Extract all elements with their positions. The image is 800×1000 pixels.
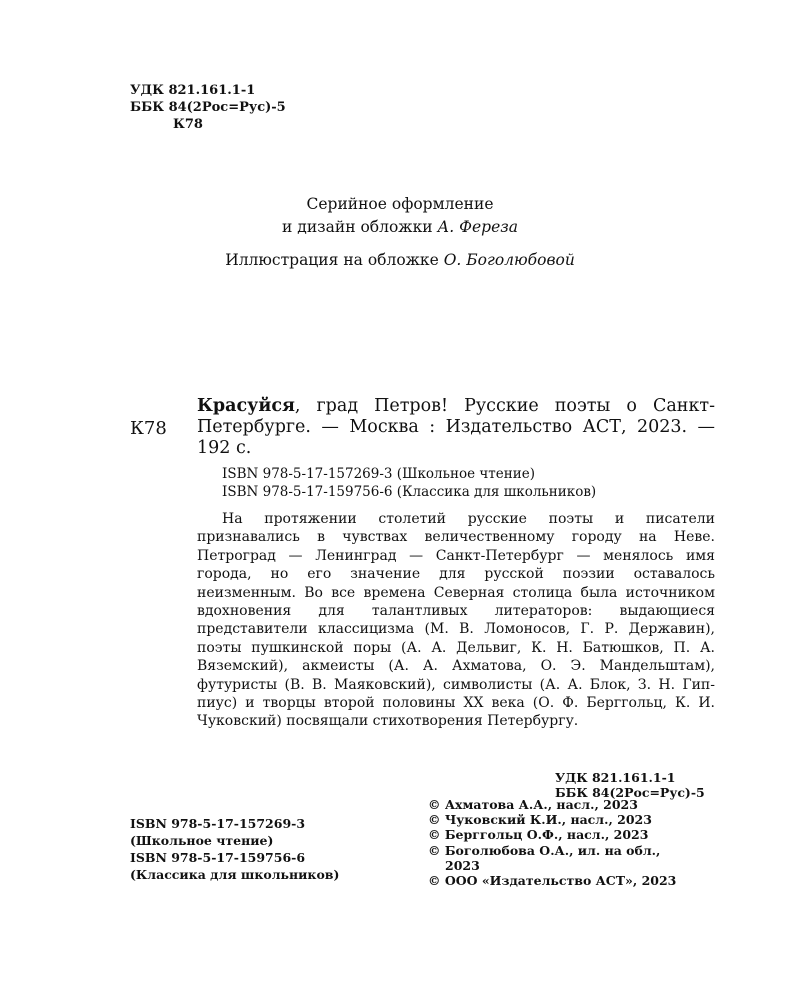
illustrator-name: О. Боголюбовой bbox=[443, 251, 575, 269]
copyright-publisher: © ООО «Издательство АСТ», 2023 bbox=[428, 873, 677, 889]
bottom-isbn-block bbox=[130, 815, 339, 883]
copyright-berggolts: © Берггольц О.Ф., насл., 2023 bbox=[428, 827, 649, 843]
book-title-bold: Красуйся bbox=[197, 396, 295, 416]
series-design-line2 bbox=[0, 216, 800, 239]
card-isbn-school: ISBN 978-5-17-157269-3 (Школьное чтение) bbox=[222, 466, 536, 482]
copyright-bogolyubova-year: 2023 bbox=[445, 857, 480, 873]
series-designer-name: А. Фереза bbox=[437, 218, 518, 236]
card-isbn-classics: ISBN 978-5-17-159756-6 (Классика для школьников) bbox=[222, 484, 597, 500]
illustration-credit bbox=[0, 249, 800, 272]
series-design-line1: Серийное оформление bbox=[306, 195, 494, 213]
copyright-block bbox=[428, 797, 728, 888]
card-classification bbox=[555, 770, 705, 800]
series-design-prefix: и дизайн обложки bbox=[282, 218, 433, 236]
bbk-code: ББК 84(2Рос=Рус)-5 bbox=[130, 100, 286, 115]
bibliographic-entry-rest: , град Петров! Русские поэты о Санкт-Петербурге. — Москва : Издательство АСТ, 2023. — 192 с. bbox=[197, 396, 715, 458]
card-isbn-block bbox=[222, 465, 596, 501]
card-bbk: ББК 84(2Рос=Рус)-5 bbox=[555, 785, 705, 800]
classification-block bbox=[130, 82, 286, 133]
udk-code: УДК 821.161.1-1 bbox=[130, 83, 256, 98]
bottom-isbn-1: ISBN 978-5-17-157269-3 bbox=[130, 816, 306, 831]
card-udk: УДК 821.161.1-1 bbox=[555, 770, 676, 785]
bottom-isbn-2: ISBN 978-5-17-159756-6 bbox=[130, 850, 306, 865]
copyright-bogolyubova: © Боголюбова О.А., ил. на обл., bbox=[428, 842, 661, 858]
bottom-series-1: (Школьное чтение) bbox=[130, 833, 274, 848]
bottom-series-2: (Классика для школьников) bbox=[130, 867, 340, 882]
illustration-prefix: Иллюстрация на обложке bbox=[225, 251, 439, 269]
series-design-credit bbox=[0, 193, 800, 239]
card-author-mark: К78 bbox=[130, 418, 167, 439]
bibliographic-entry bbox=[197, 396, 715, 459]
annotation: На протяжении столетий русские поэты и писатели признавались в чувствах величественному городу на Неве. Петроград — Ленинград — Санкт-Петербург — менялось имя города, но его значение для русской поэзии оставалось неизменным. Во все времена Северная столица была источником вдохновения для талантливых литераторов: выдающиеся представители классицизма (М. В. Ломоносов, Г. Р. Державин), поэты пушкинской поры (А. А. Дельвиг, К. Н. Батюшков, П. А. Вяземский), акмеисты (А. А. Ахматова, О. Э. Мандельштам), футуристы (В. В. Маяковский), символисты (А. А. Блок, З. Н. Гиппиус) и творцы второй половины XX века (О. Ф. Берггольц, К. И. Чуковский) посвящали стихотворения Петербургу. bbox=[197, 511, 715, 730]
copyright-chukovsky: © Чуковский К.И., насл., 2023 bbox=[428, 812, 652, 828]
author-mark: К78 bbox=[173, 117, 203, 132]
copyright-akhmatova: © Ахматова А.А., насл., 2023 bbox=[428, 797, 638, 812]
